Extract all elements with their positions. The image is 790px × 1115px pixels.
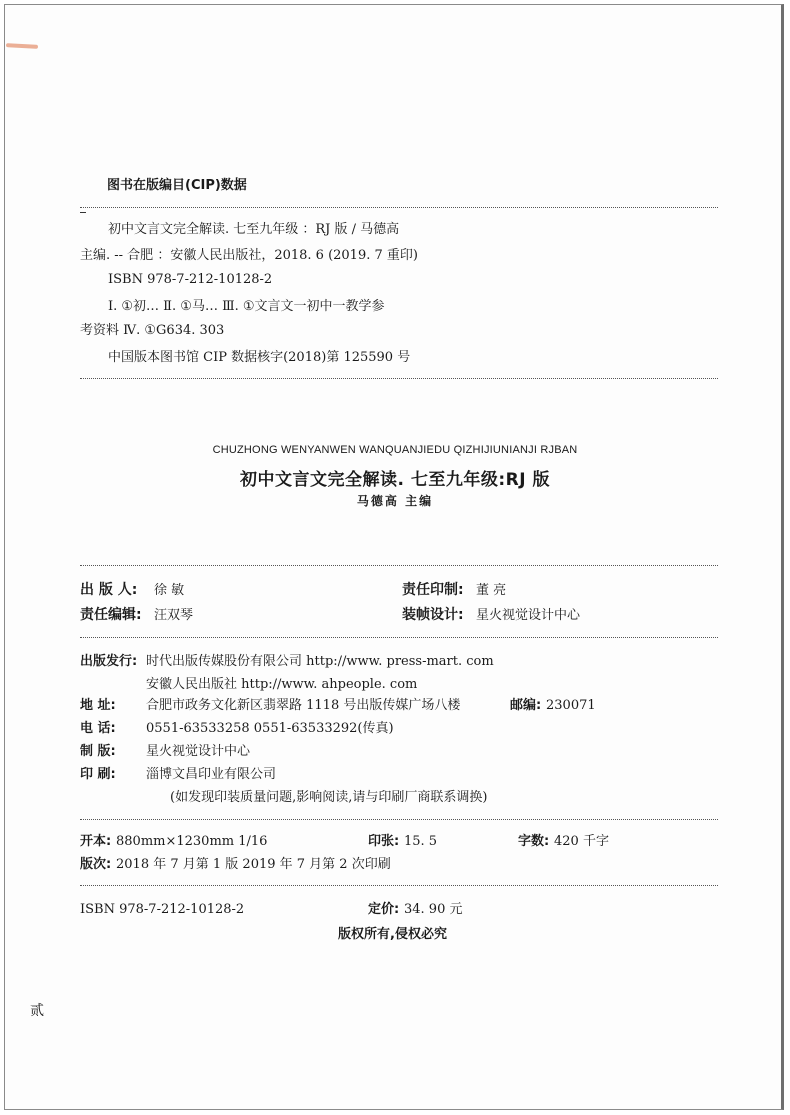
printer-value: 淄博文昌印业有限公司	[146, 767, 277, 782]
credits-top-divider	[80, 565, 718, 566]
cip-line-2: 主编. -- 合肥 ：安徽人民出版社，2018. 6 (2019. 7 重印)	[80, 248, 418, 263]
publisher-label: 出 版 人:	[80, 582, 138, 598]
cip-line-1: 初中文言文完全解读. 七至九年级 ：RJ 版 / 马德高	[108, 222, 400, 237]
format-label: 开本:	[80, 834, 112, 849]
book-editor: 马德高 主编	[356, 494, 434, 508]
page-number: 贰	[30, 1003, 44, 1019]
price-label: 定价:	[368, 902, 400, 917]
cip-line-6: 中国版本图书馆 CIP 数据核字(2018)第 125590 号	[108, 350, 411, 365]
cip-heading: 图书在版编目(CIP)数据	[107, 178, 247, 193]
specs-top-divider	[80, 819, 718, 820]
address-label: 地 址:	[80, 698, 116, 713]
words-label: 字数:	[518, 834, 550, 849]
format-value: 880mm×1230mm 1/16	[116, 834, 268, 849]
cip-line-3: ISBN 978-7-212-10128-2	[108, 272, 273, 287]
page-frame	[4, 4, 784, 1110]
scan-mark-small	[80, 212, 86, 213]
sheets-label: 印张:	[368, 834, 400, 849]
rights-notice: 版权所有,侵权必究	[338, 927, 447, 942]
distribution-value: 时代出版传媒股份有限公司 http://www. press-mart. com	[146, 654, 494, 669]
design-label: 装帧设计:	[402, 607, 464, 623]
words-value: 420 千字	[554, 834, 609, 849]
footer-divider	[80, 885, 718, 886]
cip-bottom-divider	[80, 378, 718, 379]
book-title: 初中文言文完全解读. 七至九年级:RJ 版	[239, 470, 550, 490]
zip-value: 230071	[546, 698, 596, 713]
price-value: 34. 90 元	[404, 902, 463, 917]
plate-label: 制 版:	[80, 744, 116, 759]
print-manager-value: 董 亮	[476, 583, 507, 598]
footer-isbn: ISBN 978-7-212-10128-2	[80, 902, 245, 917]
book-pinyin-title: CHUZHONG WENYANWEN WANQUANJIEDU QIZHIJIUNIANJI RJBAN	[212, 444, 578, 456]
cip-top-divider	[80, 207, 718, 208]
editor-value: 汪双琴	[154, 608, 194, 623]
credits-bottom-divider	[80, 637, 718, 638]
cip-line-4: Ⅰ. ①初… Ⅱ. ①马… Ⅲ. ①文言文一初中一教学参	[108, 299, 385, 314]
phone-label: 电 话:	[80, 721, 116, 736]
plate-value: 星火视觉设计中心	[146, 744, 251, 759]
publisher-value: 徐 敏	[154, 583, 185, 598]
cip-line-5: 考资料 Ⅳ. ①G634. 303	[80, 323, 225, 338]
edition-label: 版次:	[80, 857, 112, 872]
edition-value: 2018 年 7 月第 1 版 2019 年 7 月第 2 次印刷	[116, 857, 391, 872]
distribution-label: 出版发行:	[80, 654, 138, 669]
printer-label: 印 刷:	[80, 767, 116, 782]
print-manager-label: 责任印制:	[402, 582, 464, 598]
distribution-value-2: 安徽人民出版社 http://www. ahpeople. com	[146, 677, 418, 692]
zip-label: 邮编:	[510, 698, 542, 713]
quality-notice: (如发现印装质量问题,影响阅读,请与印刷厂商联系调换)	[170, 790, 488, 805]
design-value: 星火视觉设计中心	[476, 608, 581, 623]
phone-value: 0551-63533258 0551-63533292(传真)	[146, 721, 394, 736]
address-value: 合肥市政务文化新区翡翠路 1118 号出版传媒广场八楼	[146, 698, 461, 713]
sheets-value: 15. 5	[404, 834, 438, 849]
editor-label: 责任编辑:	[80, 607, 142, 623]
